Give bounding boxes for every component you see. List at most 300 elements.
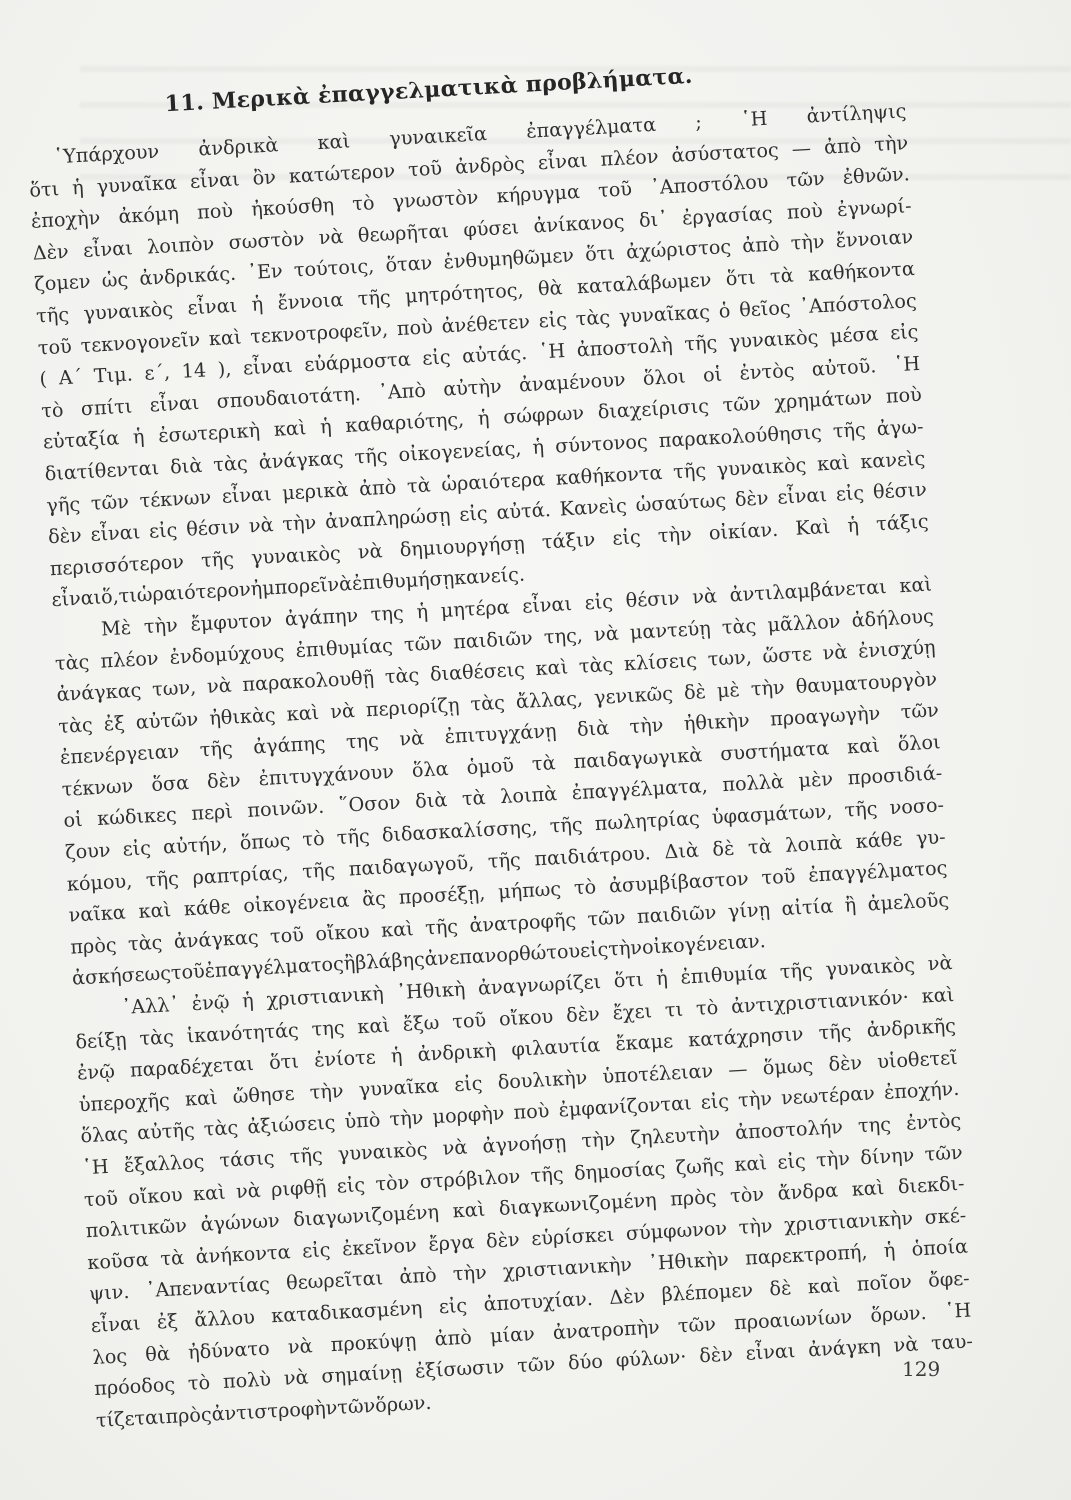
- word: δὲν: [698, 1342, 734, 1368]
- word: ἀσκήσεως: [71, 961, 172, 991]
- word: ἡ: [846, 513, 860, 537]
- word: τεκνοτροφεῖν,: [249, 317, 389, 348]
- word: ἐκεῖνον: [341, 1233, 418, 1261]
- word: ἀνατροπὴν: [552, 1314, 661, 1344]
- word: καὶ: [316, 129, 351, 155]
- word: ἐπαγγέλματα,: [571, 774, 709, 805]
- word: ἀμελοῦς: [866, 887, 950, 916]
- word: καὶ: [816, 450, 851, 476]
- word: ἐπιθυμίας: [294, 633, 394, 662]
- word: διαγκωνιζομένη: [498, 1188, 658, 1221]
- word: θὰ: [144, 1341, 171, 1366]
- word: ἡ: [241, 988, 255, 1013]
- word: εἰς: [776, 1148, 807, 1174]
- word: ὡραιότερα: [440, 466, 546, 496]
- word: διὰ: [169, 453, 203, 479]
- word: ἀνάγκας: [173, 925, 260, 953]
- word: ποὺ: [396, 314, 434, 340]
- word: ἀνάγκας: [258, 446, 345, 474]
- word: ποὺ: [512, 1099, 550, 1125]
- word: τῶν: [516, 1352, 556, 1378]
- word: κοῦσα: [86, 1247, 150, 1274]
- word: τοῦ: [37, 334, 73, 360]
- word: παραδέχεται: [129, 1052, 255, 1082]
- word: τέκνων: [61, 773, 134, 801]
- word: καὶ: [921, 982, 955, 1008]
- word: τὴν: [452, 1260, 488, 1286]
- word: καὶ: [846, 733, 881, 759]
- word: ;: [694, 110, 703, 134]
- word: δὲν: [206, 768, 242, 793]
- word: ἀποστολὴ: [576, 333, 674, 362]
- word: ὅτι: [725, 265, 757, 291]
- word: νὰ: [326, 572, 353, 597]
- word: σκέ-: [924, 1203, 967, 1229]
- word: των,: [151, 675, 197, 701]
- word: θεῖος: [738, 295, 792, 322]
- word: τῆς: [683, 330, 718, 356]
- word: ἐμφανίζονται: [557, 1091, 693, 1122]
- word: δίνην: [859, 1142, 915, 1169]
- word: ὅλοι: [897, 730, 942, 756]
- word: ναῖκα: [68, 900, 127, 927]
- word: τάσις: [218, 1145, 276, 1172]
- word: ἀγάπην: [284, 603, 359, 631]
- word: δὲ: [768, 1276, 792, 1301]
- word: σώφρων: [502, 401, 585, 429]
- word: ἀγνοήσῃ: [481, 1130, 567, 1158]
- word: τὰς: [384, 663, 420, 689]
- word: ἐπιτυγχάνουν: [258, 759, 395, 791]
- word: ἀνδρικῆς: [866, 1014, 957, 1042]
- word: τῶν: [722, 391, 762, 417]
- word: ἐγνωρί-: [836, 193, 913, 221]
- word: προαιωνίων: [733, 1304, 853, 1334]
- word: καὶ: [733, 1150, 768, 1176]
- word: διαθέσεις: [429, 657, 526, 686]
- word: τῶν: [924, 1140, 964, 1166]
- word: τὰς: [57, 712, 94, 738]
- word: τῆς: [672, 458, 707, 483]
- word: εἶναι: [189, 166, 241, 193]
- word: ραπτρίας,: [191, 860, 290, 889]
- word: πλέον: [599, 144, 659, 171]
- word: εἰς: [538, 307, 568, 332]
- word: φύλων·: [615, 1345, 687, 1372]
- word: ἔννοιαν: [835, 225, 914, 253]
- word: ἀνδρὸς: [454, 151, 526, 179]
- word: γυναικεῖα: [388, 121, 488, 151]
- word: καὶ: [807, 1273, 841, 1299]
- word: τὸ: [187, 1370, 211, 1396]
- word: ἀπὸ: [358, 474, 397, 500]
- word: της: [857, 1112, 892, 1138]
- word: νὰ: [892, 1332, 919, 1357]
- word: ψιν.: [88, 1280, 131, 1306]
- word: ἐνίοτε: [313, 1045, 377, 1072]
- word: τῆς: [336, 824, 371, 850]
- word: εἰς: [421, 345, 452, 370]
- word: γυναικὸς: [250, 541, 342, 569]
- word: δύο: [567, 1349, 604, 1375]
- word: καθήκοντα: [807, 256, 916, 286]
- word: ὅμως: [762, 1053, 814, 1080]
- word: της: [311, 1015, 346, 1041]
- word: Κανεὶς: [559, 494, 628, 521]
- word: νοσο-: [888, 793, 945, 820]
- word: εἰς: [453, 1071, 484, 1096]
- word: —: [727, 1057, 749, 1082]
- word: μήπως: [497, 877, 562, 904]
- word: οἰκογένειαν.: [641, 929, 767, 960]
- word: ἐσωτερικὴ: [157, 418, 261, 448]
- word: ἐπαγγέλματος: [807, 856, 948, 887]
- word: καθήκοντα: [555, 460, 663, 490]
- word: εἰς: [148, 518, 178, 543]
- word: φιλαυτία: [510, 1033, 601, 1062]
- word: Διὰ: [663, 838, 700, 864]
- word: εἶναι: [50, 585, 102, 612]
- word: της: [345, 728, 380, 754]
- word: μὲ: [716, 677, 741, 702]
- word: τι: [664, 997, 684, 1022]
- body-text: [27, 95, 976, 1436]
- word: καὶ: [534, 655, 569, 681]
- word: εἶναι: [89, 520, 141, 547]
- word: ἀναμένουν: [518, 367, 627, 397]
- word: τῆς: [353, 443, 389, 469]
- word: τὸ: [40, 397, 65, 423]
- word: ἀποστολήν: [734, 1115, 844, 1144]
- word: τὸν: [374, 1170, 410, 1196]
- word: ἢ: [343, 951, 356, 976]
- word: εἰς: [336, 1172, 366, 1198]
- word: ἡ: [71, 175, 85, 200]
- word: ἀναγνωρίζει: [477, 970, 602, 1000]
- word: ζομεν: [33, 269, 92, 296]
- word: ἐξ: [156, 1309, 179, 1334]
- word: αὐτοῦ.: [811, 353, 877, 381]
- word: τὴν: [309, 1078, 345, 1104]
- word: ὑπεροχῆς: [78, 1088, 171, 1117]
- word: κατώτερον: [288, 158, 396, 188]
- word: γῆς: [45, 492, 81, 517]
- word: ποινῶν.: [246, 795, 325, 823]
- word: ἀνάγκη: [807, 1334, 882, 1362]
- word: κλίσεις: [623, 648, 698, 676]
- word: νὰ: [206, 673, 233, 698]
- word: ὅσα: [150, 770, 190, 796]
- word: νὰ: [248, 513, 275, 538]
- word: ὑπὸ: [343, 1108, 381, 1134]
- word: ἀντιστροφὴν: [210, 1395, 338, 1426]
- word: ᾿Απὸ: [377, 378, 427, 404]
- word: ἀνάγκας: [56, 678, 142, 707]
- word: τὴν: [873, 130, 909, 156]
- word: ἐπιθυμία: [679, 961, 768, 989]
- word: γυναικὸς: [716, 452, 807, 481]
- word: Δὲν: [32, 239, 70, 265]
- word: ᾿Απεναντίας: [145, 1272, 271, 1303]
- word: σύμφωνον: [625, 1216, 728, 1245]
- word: αὐτῶν: [135, 707, 199, 734]
- page-number: 129: [902, 1357, 941, 1381]
- word: τῆς: [530, 1161, 565, 1187]
- word: τὴν: [281, 510, 317, 536]
- word: βλάβης: [354, 947, 426, 975]
- word: νὰ: [593, 621, 620, 646]
- word: ἔχει: [611, 998, 653, 1025]
- word: πρὸς: [164, 1402, 213, 1428]
- word: οἱ: [62, 808, 84, 833]
- word: πολλὰ: [721, 770, 785, 797]
- word: γυναῖκας: [618, 299, 711, 328]
- word: τάξις: [875, 509, 930, 536]
- word: τὸ: [301, 826, 326, 851]
- word: ἔννοια: [276, 287, 344, 315]
- word: ἀγάπης: [252, 731, 327, 759]
- word: ὡς: [101, 267, 129, 293]
- word: τῶν: [90, 489, 130, 515]
- word: ἀποτυχίαν.: [482, 1286, 594, 1316]
- word: ἐπενέργειαν: [59, 739, 180, 770]
- word: μερικὰ: [281, 477, 349, 505]
- word: τούτοις,: [293, 254, 375, 282]
- word: μητέρα: [440, 595, 511, 623]
- word: Τιμ.: [93, 362, 134, 388]
- word: ῾Η: [81, 1154, 110, 1180]
- word: κήρυγμα: [496, 180, 581, 208]
- word: εἶναι: [776, 483, 828, 509]
- word: θὰ: [537, 276, 564, 301]
- word: ἡ: [250, 292, 264, 316]
- word: ἀντίληψις: [806, 99, 907, 128]
- word: θεωρεῖται: [285, 1266, 384, 1295]
- word: δὲν: [734, 486, 770, 512]
- word: Δὲν: [608, 1284, 646, 1309]
- word: ᾿Ηθικὴ: [395, 977, 466, 1005]
- word: εἰς: [458, 501, 489, 527]
- word: τίζεται: [95, 1404, 167, 1432]
- word: τὰ: [159, 1245, 185, 1270]
- word: γνωστὸν: [392, 185, 479, 214]
- word: τῆς: [843, 796, 878, 822]
- word: ἀντιλαμβάνεται: [729, 574, 888, 607]
- word: τὰς: [203, 1116, 239, 1142]
- word: διὰ: [576, 716, 610, 742]
- word: αὐτάς.: [461, 341, 528, 368]
- word: πολὺ: [222, 1367, 272, 1394]
- word: τῆς: [145, 866, 180, 892]
- word: καὶ: [184, 1085, 219, 1111]
- word: ἠκούσθη: [250, 193, 335, 221]
- word: ἠμπορεῖ: [250, 573, 329, 601]
- word: εἶναι: [537, 148, 589, 174]
- word: ἀπὸ: [398, 1263, 438, 1289]
- word: καὶ: [137, 898, 172, 924]
- word: ἀνδρικὰ: [197, 133, 279, 161]
- word: παιδιῶν: [636, 900, 717, 928]
- page-title: 11. Μερικὰ ἐπαγγελματικὰ προβλήματα.: [164, 62, 694, 118]
- word: ἀδήλους: [850, 603, 935, 632]
- word: ἔργα: [427, 1230, 475, 1256]
- word: ᾿Εν: [246, 259, 284, 285]
- word: θέσιν: [625, 586, 681, 612]
- word: οἴκου: [498, 1004, 554, 1031]
- word: νὰ: [329, 698, 356, 723]
- word: εἶναι: [521, 591, 573, 618]
- word: τῆς: [199, 736, 234, 762]
- word: ὡσαύτως: [635, 488, 727, 517]
- word: οἰκογενείας,: [397, 436, 522, 467]
- word: ἱκανότητάς: [186, 1018, 300, 1048]
- word: εἰς: [889, 320, 919, 345]
- word: ἐργασίας: [681, 201, 773, 230]
- word: κάθε: [855, 827, 903, 853]
- word: τὴν: [750, 675, 786, 701]
- word: ἀνδρικὴ: [417, 1039, 497, 1067]
- word: χριστιανικὴν: [502, 1253, 633, 1284]
- word: τῆς: [289, 1143, 324, 1169]
- word: ἀγώνων: [199, 1208, 281, 1237]
- word: ὤθησε: [232, 1081, 296, 1108]
- word: οἰκίαν.: [708, 517, 779, 545]
- word: σημαίνῃ: [320, 1360, 403, 1388]
- word: τὴν: [580, 1127, 616, 1153]
- word: Καὶ: [794, 514, 831, 540]
- word: νὰ: [822, 640, 848, 665]
- word: γυ-: [915, 824, 947, 850]
- word: ἀκόμη: [117, 201, 180, 229]
- word: εὐάρμοστα: [303, 347, 412, 377]
- word: ὂν: [252, 165, 277, 190]
- word: περὶ: [190, 800, 234, 826]
- word: τῆς: [832, 417, 867, 443]
- word: τῶν: [677, 1311, 717, 1337]
- word: τῆς: [549, 812, 584, 838]
- word: ἀπὸ: [434, 1325, 473, 1351]
- word: ἐπαγγέλματα: [525, 112, 657, 143]
- word: ὑφασμάτων,: [711, 799, 833, 829]
- word: αἰτία: [780, 894, 834, 920]
- word: νὰ: [927, 951, 953, 976]
- word: γυναικὸς: [728, 325, 819, 354]
- word: καὶ: [898, 572, 933, 598]
- word: τὰς: [127, 930, 163, 956]
- word: πολιτικῶν: [85, 1213, 188, 1243]
- word: προσιδιά-: [847, 761, 943, 790]
- word: μὲν: [797, 767, 834, 793]
- word: εἶναι: [82, 236, 134, 262]
- word: ριφθῇ: [270, 1174, 327, 1201]
- word: τοῦ: [760, 864, 796, 890]
- word: τῶν: [900, 698, 940, 724]
- word: γυναῖκα: [358, 1073, 440, 1102]
- word: ὄφε-: [927, 1266, 971, 1292]
- word: των,: [707, 645, 753, 671]
- word: τὰς: [54, 649, 90, 675]
- word: της: [370, 601, 405, 626]
- word: ᾿Απόστολος: [798, 288, 918, 318]
- word: ποὺ: [885, 383, 923, 409]
- word: τῶν: [336, 1393, 376, 1419]
- word: εἶναι: [186, 293, 238, 320]
- word: πρόοδος: [93, 1372, 176, 1401]
- word: ἐπιθυμήσῃ: [351, 566, 455, 596]
- word: δὲν: [485, 1227, 521, 1253]
- word: εἶναι: [745, 1339, 796, 1365]
- word: πρὸς: [69, 933, 118, 959]
- word: δείξῃ: [74, 1027, 128, 1054]
- word: ὁποία: [911, 1234, 969, 1261]
- word: ποὺ: [196, 198, 234, 224]
- word: τοῦ: [269, 922, 305, 948]
- word: δημιουργήσῃ: [399, 531, 526, 561]
- word: ὅτι: [28, 176, 60, 202]
- word: ἀνέθετεν: [440, 309, 531, 338]
- word: θέσιν: [185, 514, 241, 541]
- word: τὴν: [737, 1087, 773, 1113]
- word: δὲ: [711, 836, 735, 861]
- word: ῾Η: [944, 1298, 972, 1323]
- word: δημοσίας: [573, 1156, 666, 1185]
- word: ὅτι: [268, 1049, 300, 1075]
- word: κάθε: [183, 895, 231, 921]
- word: υἱοθετεῖ: [876, 1045, 959, 1073]
- word: ἡ: [883, 1238, 896, 1263]
- word: θέσιν: [872, 477, 928, 504]
- word: ὅτι: [613, 967, 645, 993]
- word: νὰ: [235, 1178, 262, 1203]
- word: ἀντιχριστιανικόν·: [730, 985, 910, 1018]
- word: καὶ: [851, 1176, 885, 1201]
- word: ἀξιώσεις: [246, 1110, 336, 1139]
- word: μέσα: [829, 322, 880, 348]
- word: ἀνήκοντα: [195, 1239, 292, 1269]
- word: τῆς: [817, 1019, 853, 1045]
- word: νὰ: [357, 538, 384, 564]
- word: εἰς: [122, 836, 152, 861]
- word: παιδαγωγικὰ: [572, 743, 703, 774]
- word: καὶ: [192, 1180, 227, 1205]
- word: τῆς: [35, 302, 70, 328]
- word: ῾Υπάρχουν: [52, 139, 160, 169]
- word: ταυ-: [930, 1329, 974, 1355]
- word: ὅπως: [239, 828, 291, 855]
- word: ὁ: [718, 298, 731, 323]
- word: πρὸς: [669, 1185, 718, 1211]
- word: ἐνῷ: [76, 1059, 116, 1085]
- word: ἐξ: [103, 711, 126, 736]
- word: πωλητρίας: [594, 806, 701, 836]
- word: ἐποχὴν: [30, 206, 101, 233]
- word: ἀνδρικάς.: [138, 262, 237, 291]
- word: τὴν: [388, 1106, 424, 1132]
- word: τὸν: [729, 1182, 765, 1208]
- word: ποῖον: [856, 1269, 913, 1296]
- word: τῆς: [200, 546, 235, 572]
- word: οἴκου: [127, 1182, 184, 1209]
- word: στρόβιλον: [419, 1164, 521, 1193]
- word: τὰ: [406, 473, 432, 498]
- word: ὅρων.: [374, 1390, 432, 1417]
- word: τὰ: [531, 751, 557, 776]
- word: τὰ: [769, 263, 795, 288]
- word: κανείς.: [453, 562, 526, 590]
- word: τὰς: [138, 1024, 175, 1050]
- word: καθαριότης,: [344, 407, 465, 438]
- word: τεκνογονεῖν: [79, 327, 201, 357]
